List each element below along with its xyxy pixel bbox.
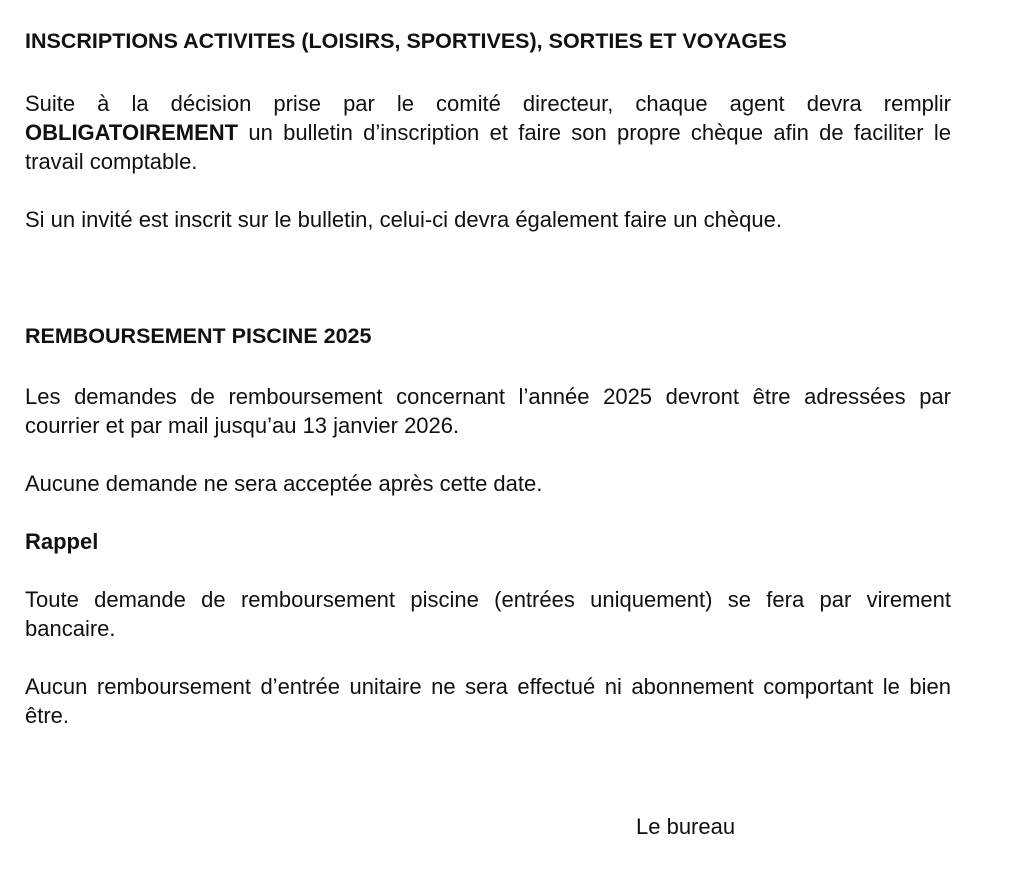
signature: Le bureau [636, 814, 736, 839]
paragraph-no-unit-refund: Aucun remboursement d’entrée unitaire ne sera effectué ni abonnement comportant le bien être. [25, 674, 951, 728]
subheading-rappel: Rappel [25, 529, 99, 554]
section-heading-remboursement: REMBOURSEMENT PISCINE 2025 [25, 324, 372, 348]
paragraph-no-late-requests: Aucune demande ne sera acceptée après cette date. [25, 471, 543, 496]
paragraph-text: un bulletin d’inscription et faire son propre chèque afin de faciliter le travail comptable. [25, 120, 951, 174]
section-heading-inscriptions: INSCRIPTIONS ACTIVITES (LOISIRS, SPORTIVES), SORTIES ET VOYAGES [25, 29, 787, 53]
paragraph-invite: Si un invité est inscrit sur le bulletin, celui-ci devra également faire un chèque. [25, 207, 782, 232]
paragraph-virement: Toute demande de remboursement piscine (entrées uniquement) se fera par virement bancaire. [25, 587, 951, 641]
paragraph-inscriptions-rule [25, 89, 951, 176]
document-body [25, 26, 951, 730]
paragraph-text: Suite à la décision prise par le comité directeur, chaque agent devra remplir [25, 91, 951, 116]
paragraph-remboursement-deadline: Les demandes de remboursement concernant l’année 2025 devront être adressées par courrier et par mail jusqu’au 13 janvier 2026. [25, 384, 951, 438]
emphasis-obligatoirement: OBLIGATOIREMENT [25, 120, 239, 145]
